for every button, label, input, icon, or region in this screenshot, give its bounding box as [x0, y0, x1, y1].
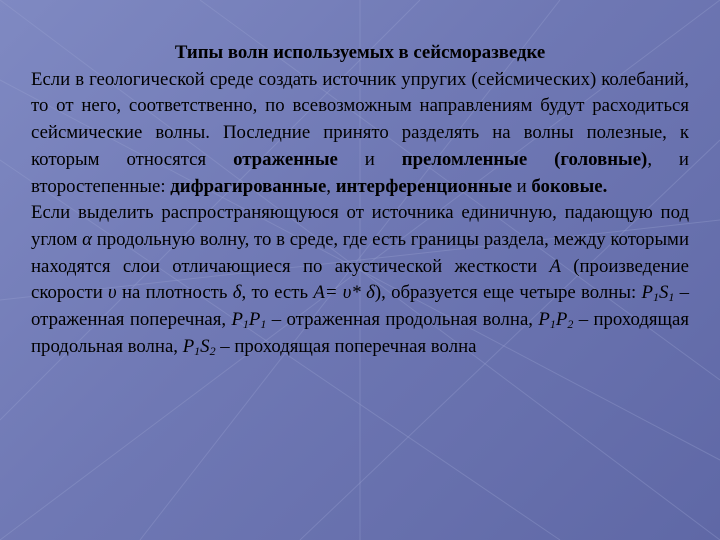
wave-p1p1-desc: – отраженная продольная волна,: [266, 309, 539, 331]
p2-text-3: (произведение скорости: [31, 255, 689, 304]
paragraph-incident-wave: [31, 200, 689, 360]
p1-text-1: Если в геологической среде создать источник упругих (сейсмических) колебаний, то от него, соответственно, по всевозможным направлениям будут расходиться сейсмические волны. Последние принято разделять на волны полезные, к которым относятся: [31, 68, 689, 170]
wave-p1s2: $P_1S_2$: [182, 335, 216, 358]
wave-p1s2-desc: – проходящая поперечная волна: [215, 335, 477, 357]
term-refracted: преломленные (головные): [401, 148, 648, 170]
term-interference: интерференционные: [335, 175, 512, 197]
wave-p1s1: $P_1S_1$: [641, 282, 675, 305]
wave-p1p2: $P_1P_2$: [538, 309, 574, 332]
p2-text-4: на плотность: [116, 282, 233, 304]
p2-text-5: , то есть: [241, 282, 314, 304]
p2-text-2: продольную волну, то в среде, где есть границы раздела, между которыми находятся слои отличающиеся по акустической жесткости: [31, 228, 689, 277]
symbol-alpha: α: [82, 228, 93, 250]
symbol-velocity: υ: [108, 282, 117, 304]
term-diffracted: дифрагированные: [170, 175, 327, 197]
symbol-density: δ: [232, 282, 242, 304]
term-reflected: отраженные: [233, 148, 338, 170]
wave-p1p2-desc: – проходящая продольная волна,: [31, 309, 689, 357]
formula-impedance: А= υ* δ: [313, 282, 375, 304]
p2-text-6: ), образуется еще четыре волны:: [374, 282, 642, 304]
p1-text-2: и: [337, 148, 402, 170]
p1-text-3: , и второстепенные:: [31, 148, 689, 197]
p1-text-4: ,: [326, 175, 336, 197]
p2-text-1: Если выделить распространяющуюся от источника единичную, падающую под углом: [31, 202, 689, 250]
term-side: боковые.: [531, 175, 608, 197]
paragraph-wave-types: [31, 67, 689, 201]
slide-content: [31, 40, 689, 360]
symbol-impedance: А: [549, 255, 561, 277]
slide-title: Типы волн используемых в сейсморазведке: [174, 42, 546, 63]
wave-p1s1-desc: – отраженная поперечная,: [31, 282, 690, 331]
p1-text-5: и: [511, 175, 532, 197]
wave-p1p1: $P_1P_1$: [231, 309, 267, 332]
